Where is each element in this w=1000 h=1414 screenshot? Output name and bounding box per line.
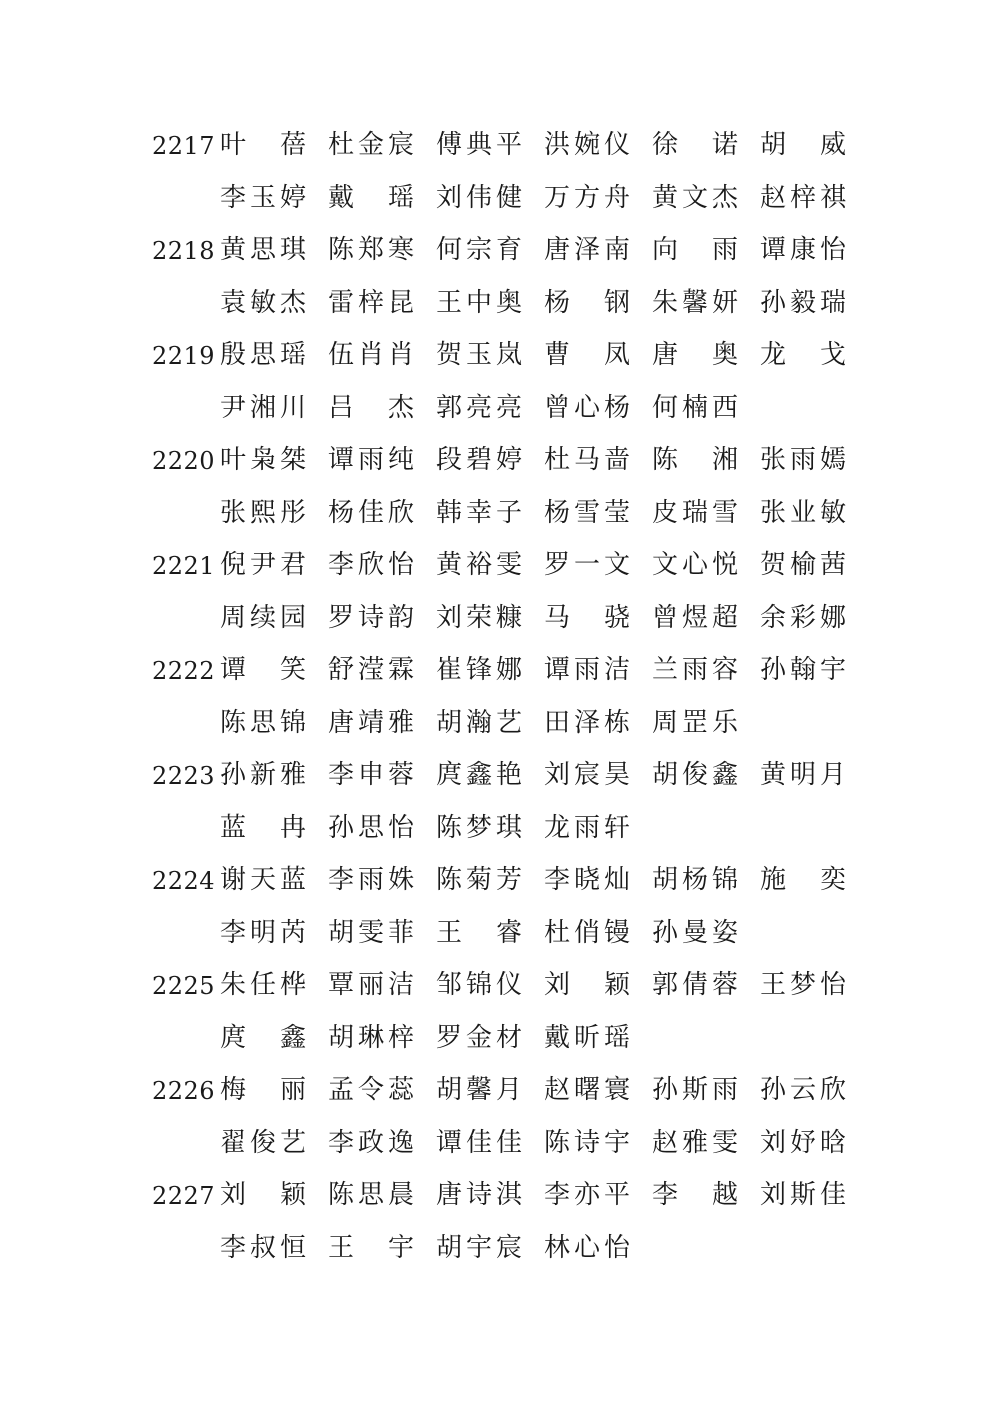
person-name: 田 泽 栋 bbox=[544, 707, 630, 738]
group-number: 2222 bbox=[152, 657, 216, 685]
person-name: 殷 思 瑶 bbox=[220, 340, 306, 370]
person-name: 李 欣 怡 bbox=[328, 550, 414, 580]
person-name: 龙 戈 bbox=[760, 340, 846, 370]
person-name: 曾 心 杨 bbox=[544, 392, 630, 423]
person-name: 周 罡 乐 bbox=[652, 707, 738, 738]
person-name: 郭 亮 亮 bbox=[436, 392, 522, 423]
group-continuation-line bbox=[0, 488, 1000, 541]
person-name: 刘 宸 昊 bbox=[544, 760, 630, 790]
group-continuation-line bbox=[0, 593, 1000, 646]
person-name: 孙 斯 雨 bbox=[652, 1075, 738, 1105]
person-name: 张 熙 彤 bbox=[220, 497, 306, 528]
person-name: 曾 煜 超 bbox=[652, 602, 738, 633]
person-name: 皮 瑞 雪 bbox=[652, 497, 738, 528]
person-name: 崔 锋 娜 bbox=[436, 655, 522, 685]
person-name: 孙 云 欣 bbox=[760, 1075, 846, 1105]
person-name: 覃 丽 洁 bbox=[328, 970, 414, 1000]
group-continuation-line bbox=[0, 803, 1000, 856]
person-name: 唐 诗 淇 bbox=[436, 1180, 522, 1210]
person-name: 胡 雯 菲 bbox=[328, 917, 414, 948]
group-number: 2217 bbox=[152, 132, 216, 160]
person-name: 马 骁 bbox=[544, 602, 630, 633]
person-name: 谭 笑 bbox=[220, 655, 306, 685]
person-name: 翟 俊 艺 bbox=[220, 1127, 306, 1158]
person-name: 罗 一 文 bbox=[544, 550, 630, 580]
person-name: 罗 诗 韵 bbox=[328, 602, 414, 633]
group-first-line bbox=[0, 435, 1000, 488]
person-name: 文 心 悦 bbox=[652, 550, 738, 580]
person-name: 谭 雨 纯 bbox=[328, 445, 414, 475]
person-name: 李 雨 姝 bbox=[328, 865, 414, 895]
person-name: 黄 思 琪 bbox=[220, 235, 306, 265]
person-name: 胡 琳 梓 bbox=[328, 1022, 414, 1053]
person-name: 王 宇 bbox=[328, 1232, 414, 1263]
person-name: 韩 幸 子 bbox=[436, 497, 522, 528]
person-name: 王 梦 怡 bbox=[760, 970, 846, 1000]
person-name: 戴 昕 瑶 bbox=[544, 1022, 630, 1053]
person-name: 谭 雨 洁 bbox=[544, 655, 630, 685]
person-name: 袁 敏 杰 bbox=[220, 287, 306, 318]
person-name: 罗 金 材 bbox=[436, 1022, 522, 1053]
person-name: 朱 任 桦 bbox=[220, 970, 306, 1000]
person-name: 张 业 敏 bbox=[760, 497, 846, 528]
person-name: 戴 瑶 bbox=[328, 182, 414, 213]
person-name: 唐 靖 雅 bbox=[328, 707, 414, 738]
person-name: 贺 玉 岚 bbox=[436, 340, 522, 370]
person-name: 倪 尹 君 bbox=[220, 550, 306, 580]
person-name: 孟 令 蕊 bbox=[328, 1075, 414, 1105]
person-name: 胡 杨 锦 bbox=[652, 865, 738, 895]
group-continuation-line bbox=[0, 278, 1000, 331]
group-number: 2221 bbox=[152, 552, 216, 580]
person-name: 胡 瀚 艺 bbox=[436, 707, 522, 738]
person-name: 李 申 蓉 bbox=[328, 760, 414, 790]
person-name: 陈 诗 宇 bbox=[544, 1127, 630, 1158]
person-name: 杜 金 宸 bbox=[328, 130, 414, 160]
person-name: 兰 雨 容 bbox=[652, 655, 738, 685]
person-name: 曹 凤 bbox=[544, 340, 630, 370]
person-name: 李 亦 平 bbox=[544, 1180, 630, 1210]
group-continuation-line bbox=[0, 1013, 1000, 1066]
group-number: 2225 bbox=[152, 972, 216, 1000]
person-name: 邹 锦 仪 bbox=[436, 970, 522, 1000]
person-name: 李 晓 灿 bbox=[544, 865, 630, 895]
person-name: 伍 肖 肖 bbox=[328, 340, 414, 370]
group-continuation-line bbox=[0, 698, 1000, 751]
person-name: 杨 钢 bbox=[544, 287, 630, 318]
person-name: 陈 梦 琪 bbox=[436, 812, 522, 843]
person-name: 刘 颖 bbox=[544, 970, 630, 1000]
person-name: 陈 湘 bbox=[652, 445, 738, 475]
group-first-line bbox=[0, 750, 1000, 803]
person-name: 段 碧 婷 bbox=[436, 445, 522, 475]
group-continuation-line bbox=[0, 1223, 1000, 1276]
person-name: 贺 榆 茜 bbox=[760, 550, 846, 580]
person-name: 何 楠 西 bbox=[652, 392, 738, 423]
person-name: 王 睿 bbox=[436, 917, 522, 948]
person-name: 李 明 芮 bbox=[220, 917, 306, 948]
person-name: 胡 馨 月 bbox=[436, 1075, 522, 1105]
person-name: 刘 妤 晗 bbox=[760, 1127, 846, 1158]
person-name: 刘 斯 佳 bbox=[760, 1180, 846, 1210]
person-name: 郭 倩 蓉 bbox=[652, 970, 738, 1000]
group-first-line bbox=[0, 540, 1000, 593]
group-continuation-line bbox=[0, 173, 1000, 226]
person-name: 尹 湘 川 bbox=[220, 392, 306, 423]
person-name: 舒 滢 霖 bbox=[328, 655, 414, 685]
person-name: 蓝 冉 bbox=[220, 812, 306, 843]
person-name: 陈 郑 寒 bbox=[328, 235, 414, 265]
person-name: 林 心 怡 bbox=[544, 1232, 630, 1263]
person-name: 孙 翰 宇 bbox=[760, 655, 846, 685]
name-list-document bbox=[0, 120, 1000, 1275]
group-first-line bbox=[0, 855, 1000, 908]
person-name: 谢 天 蓝 bbox=[220, 865, 306, 895]
person-name: 杨 雪 莹 bbox=[544, 497, 630, 528]
person-name: 叶 蓓 bbox=[220, 130, 306, 160]
person-name: 杜 马 啬 bbox=[544, 445, 630, 475]
person-name: 傅 典 平 bbox=[436, 130, 522, 160]
person-name: 杨 佳 欣 bbox=[328, 497, 414, 528]
person-name: 周 续 园 bbox=[220, 602, 306, 633]
group-number: 2224 bbox=[152, 867, 216, 895]
person-name: 洪 婉 仪 bbox=[544, 130, 630, 160]
person-name: 叶 枭 桀 bbox=[220, 445, 306, 475]
group-continuation-line bbox=[0, 908, 1000, 961]
person-name: 向 雨 bbox=[652, 235, 738, 265]
person-name: 陈 菊 芳 bbox=[436, 865, 522, 895]
group-number: 2220 bbox=[152, 447, 216, 475]
person-name: 朱 馨 妍 bbox=[652, 287, 738, 318]
person-name: 孙 新 雅 bbox=[220, 760, 306, 790]
person-name: 徐 诺 bbox=[652, 130, 738, 160]
person-name: 谭 康 怡 bbox=[760, 235, 846, 265]
person-name: 孙 毅 瑞 bbox=[760, 287, 846, 318]
person-name: 赵 曙 寰 bbox=[544, 1075, 630, 1105]
person-name: 万 方 舟 bbox=[544, 182, 630, 213]
group-first-line bbox=[0, 645, 1000, 698]
group-number: 2227 bbox=[152, 1182, 216, 1210]
person-name: 刘 荣 糠 bbox=[436, 602, 522, 633]
person-name: 陈 思 晨 bbox=[328, 1180, 414, 1210]
person-name: 李 叔 恒 bbox=[220, 1232, 306, 1263]
person-name: 孙 曼 姿 bbox=[652, 917, 738, 948]
group-continuation-line bbox=[0, 1118, 1000, 1171]
group-first-line bbox=[0, 960, 1000, 1013]
person-name: 庹 鑫 艳 bbox=[436, 760, 522, 790]
person-name: 杜 俏 镘 bbox=[544, 917, 630, 948]
person-name: 黄 裕 雯 bbox=[436, 550, 522, 580]
group-number: 2219 bbox=[152, 342, 216, 370]
person-name: 张 雨 嫣 bbox=[760, 445, 846, 475]
person-name: 梅 丽 bbox=[220, 1075, 306, 1105]
person-name: 李 玉 婷 bbox=[220, 182, 306, 213]
group-first-line bbox=[0, 1065, 1000, 1118]
person-name: 唐 泽 南 bbox=[544, 235, 630, 265]
group-continuation-line bbox=[0, 383, 1000, 436]
group-first-line bbox=[0, 1170, 1000, 1223]
person-name: 赵 梓 祺 bbox=[760, 182, 846, 213]
person-name: 施 奕 bbox=[760, 865, 846, 895]
group-first-line bbox=[0, 120, 1000, 173]
person-name: 何 宗 育 bbox=[436, 235, 522, 265]
person-name: 王 中 奥 bbox=[436, 287, 522, 318]
person-name: 黄 明 月 bbox=[760, 760, 846, 790]
person-name: 胡 俊 鑫 bbox=[652, 760, 738, 790]
person-name: 余 彩 娜 bbox=[760, 602, 846, 633]
person-name: 刘 伟 健 bbox=[436, 182, 522, 213]
person-name: 李 越 bbox=[652, 1180, 738, 1210]
group-number: 2226 bbox=[152, 1077, 216, 1105]
person-name: 李 政 逸 bbox=[328, 1127, 414, 1158]
person-name: 谭 佳 佳 bbox=[436, 1127, 522, 1158]
person-name: 胡 宇 宸 bbox=[436, 1232, 522, 1263]
person-name: 吕 杰 bbox=[328, 392, 414, 423]
group-first-line bbox=[0, 225, 1000, 278]
person-name: 孙 思 怡 bbox=[328, 812, 414, 843]
person-name: 黄 文 杰 bbox=[652, 182, 738, 213]
person-name: 龙 雨 轩 bbox=[544, 812, 630, 843]
group-number: 2218 bbox=[152, 237, 216, 265]
person-name: 刘 颖 bbox=[220, 1180, 306, 1210]
person-name: 陈 思 锦 bbox=[220, 707, 306, 738]
group-number: 2223 bbox=[152, 762, 216, 790]
person-name: 雷 梓 昆 bbox=[328, 287, 414, 318]
person-name: 赵 雅 雯 bbox=[652, 1127, 738, 1158]
group-first-line bbox=[0, 330, 1000, 383]
person-name: 胡 威 bbox=[760, 130, 846, 160]
person-name: 唐 奥 bbox=[652, 340, 738, 370]
person-name: 庹 鑫 bbox=[220, 1022, 306, 1053]
